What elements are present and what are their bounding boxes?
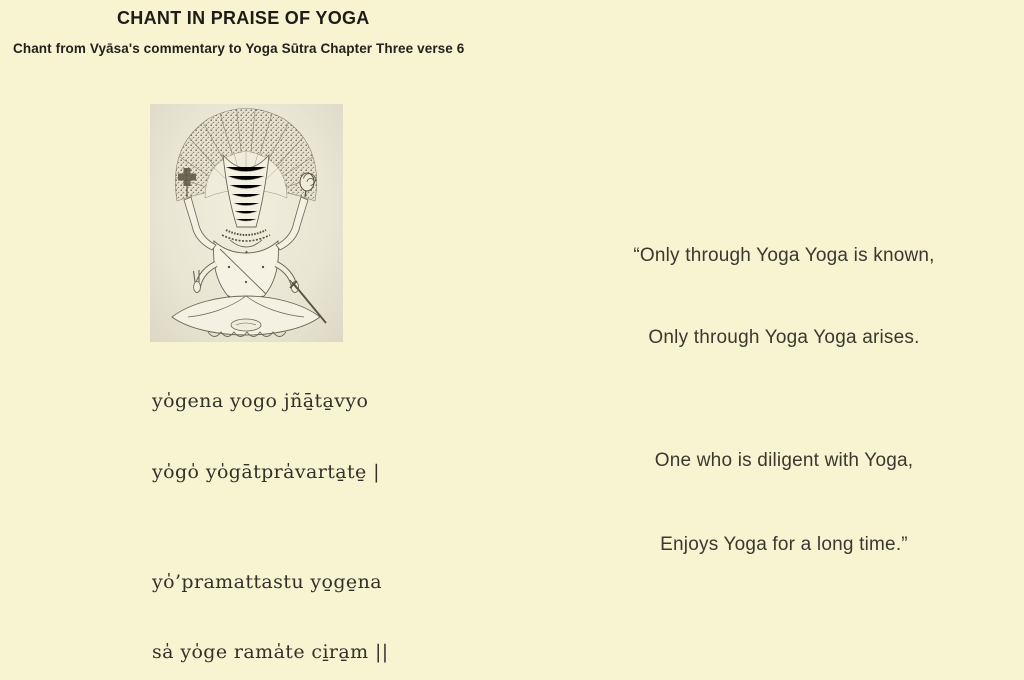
patanjali-drawing bbox=[150, 104, 343, 342]
english-line-1: “Only through Yoga Yoga is known, bbox=[633, 245, 935, 266]
english-line-4: Enjoys Yoga for a long time.” bbox=[660, 534, 908, 555]
crossed-legs-icon bbox=[172, 296, 320, 335]
sanskrit-line-1: yo̍gena yogo jñā̱ta̱vyo bbox=[152, 390, 369, 412]
english-line-2: Only through Yoga Yoga arises. bbox=[648, 327, 920, 348]
sanskrit-line-2: yo̍go̍ yo̍gātpra̍varta̱te̱ | bbox=[152, 461, 380, 483]
page-subtitle: Chant from Vyāsa's commentary to Yoga Sūtra Chapter Three verse 6 bbox=[13, 41, 465, 56]
page-title: CHANT IN PRAISE OF YOGA bbox=[117, 8, 370, 28]
english-line-3: One who is diligent with Yoga, bbox=[654, 450, 914, 471]
sanskrit-line-4: sa̍ yo̍ge rama̍te ci̱ra̱m || bbox=[152, 641, 389, 663]
patanjali-illustration bbox=[150, 104, 343, 342]
sanskrit-line-3: yo̍’pramattastu yo̱ge̱na bbox=[152, 571, 382, 593]
torso-icon bbox=[214, 241, 279, 304]
lower-left-arm-icon bbox=[194, 264, 217, 293]
